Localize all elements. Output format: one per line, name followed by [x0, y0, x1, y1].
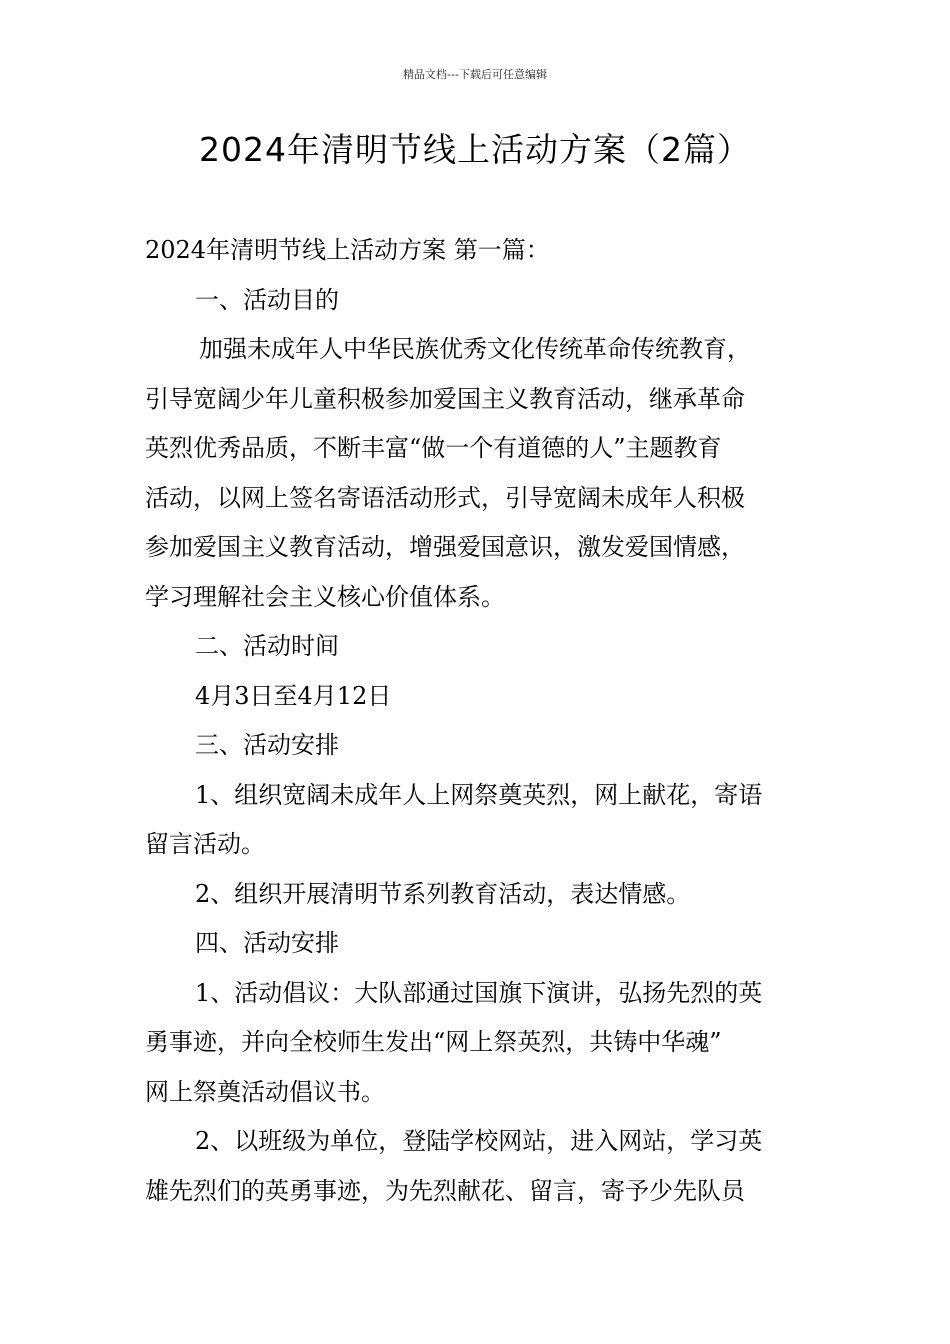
section-heading-arrangement: 三、活动安排 [195, 731, 339, 759]
section-heading-purpose: 一、活动目的 [195, 285, 339, 314]
paragraph-line: 1、活动倡议：大队部通过国旗下演讲，弘扬先烈的英 [195, 978, 763, 1007]
section-heading-arrangement-2: 四、活动安排 [195, 929, 339, 957]
paragraph-line: 学习理解社会主义核心价值体系。 [145, 582, 505, 611]
paragraph-line: 引导宽阔少年儿童积极参加爱国主义教育活动，继承革命 [145, 384, 745, 413]
paragraph-line: 2、组织开展清明节系列教育活动，表达情感。 [195, 879, 691, 908]
paragraph-line: 英烈优秀品质，不断丰富“做一个有道德的人”主题教育 [145, 434, 722, 462]
paragraph-line: 雄先烈们的英勇事迹，为先烈献花、留言，寄予少先队员 [145, 1176, 745, 1205]
paragraph-line: 留言活动。 [145, 830, 265, 858]
document-title: 2024年清明节线上活动方案（2篇） [199, 130, 751, 169]
document-body [145, 226, 807, 1216]
paragraph-line: 1、组织宽阔未成年人上网祭奠英烈，网上献花，寄语 [195, 780, 763, 809]
paragraph-line: 4月3日至4月12日 [195, 681, 392, 710]
paragraph-line: 网上祭奠活动倡议书。 [145, 1077, 385, 1106]
paragraph-line: 参加爱国主义教育活动，增强爱国意识，激发爱国情感， [145, 533, 745, 561]
paragraph-line: 勇事迹，并向全校师生发出“网上祭英烈，共铸中华魂” [145, 1028, 722, 1056]
section-heading-time: 二、活动时间 [195, 632, 339, 660]
paragraph-line: 加强未成年人中华民族优秀文化传统革命传统教育， [199, 335, 751, 363]
paragraph-line: 活动，以网上签名寄语活动形式，引导宽阔未成年人积极 [145, 483, 745, 512]
paragraph-line: 2、以班级为单位，登陆学校网站，进入网站，学习英 [195, 1127, 763, 1155]
section-heading-first: 2024年清明节线上活动方案 第一篇： [145, 236, 550, 264]
page-header-note: 精品文档---下载后可任意编辑 [403, 68, 547, 81]
